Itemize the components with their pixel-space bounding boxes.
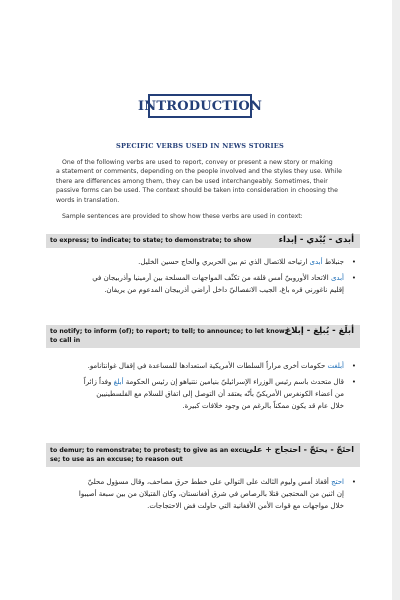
intro-line: One of the following verbs are used to report, convey or present a new story or making — [62, 159, 333, 166]
example-item — [50, 272, 356, 296]
page-title: INTRODUCTION — [137, 98, 263, 114]
example-item — [50, 476, 356, 512]
verb-english-line: to demur; to remonstrate; to protest; to give as an excu- — [50, 447, 250, 454]
verb-header-ihtajja — [46, 443, 360, 467]
examples-abda — [50, 256, 356, 300]
title-box — [137, 94, 263, 118]
verb-english-line: to notify; to inform (of); to report; to tell; to announce; to let know; — [50, 328, 288, 335]
example-item — [50, 256, 356, 268]
intro-paragraph — [56, 158, 356, 205]
verb-arabic: أبدى - يُبْدي - إبداء — [278, 235, 354, 245]
example-item — [50, 360, 356, 372]
example-line: قال متحدث باسم رئيس الوزراء الإسرائيليّ بنيامين نتنياهو إن رئيس الحكومة أبلغ وفداً زائراً — [83, 378, 344, 386]
bullet-icon: • — [351, 378, 356, 386]
verb-arabic: أبلَغ - يُبلِغ - إبلاغ — [285, 326, 354, 336]
intro-line: there are differences among them, they can be used interchangeably. Sometimes, their — [56, 177, 328, 185]
verb-english — [50, 236, 251, 245]
example-line: أبدى الاتحاد الأوروبيّ أمس قلقه من تكثّف المواجهات المسلحة بين أرمينيا وأذربيجان في — [92, 274, 344, 282]
intro-line: passive forms can be used. The context should be taken into consideration in choosing the — [56, 187, 338, 195]
example-line: إقليم ناغورني قره باغ، الجيب الانفصاليّ داخل أراضي أذربيجان المدعوم من يريفان. — [104, 286, 344, 294]
example-line: من أعضاء الكونغرس الأمريكيّ بأنّه يعتقد أن التوصل إلى اتفاق للسلام مع الفلسطينيين — [96, 390, 344, 398]
verb-english-line: to call in — [50, 337, 81, 344]
example-line: جنبلاط أبدى ارتياحه للاتصال الذي تم بين الحريري والحاج حسين الخليل. — [138, 258, 344, 266]
sample-paragraph — [56, 212, 356, 221]
bullet-icon: • — [351, 258, 356, 266]
bullet-icon: • — [351, 274, 356, 282]
section-subtitle: SPECIFIC VERBS USED IN NEWS STORIES — [116, 142, 284, 150]
verb-header-abda — [46, 234, 360, 248]
example-line: احتج أقغاذ أمس وليوم الثالث على التوالي على خطط حرق مصاحف، وقال مسؤول محليّ — [87, 478, 344, 486]
intro-line: a statement or comments, depending on the people involved and the styles they use. While — [56, 168, 342, 176]
intro-line: words in translation. — [56, 196, 120, 204]
verb-english-line: to express; to indicate; to state; to demonstrate; to show — [50, 237, 252, 244]
examples-ablagha — [50, 360, 356, 416]
page-edge — [392, 0, 400, 600]
example-line: إن اثنين من المحتجين قتلا بالرصاص في شرق أفغانستان، وكان القتيلان من بين سبعة أصيبوا — [78, 490, 344, 498]
example-line: أبلغت حكومات أخرى مراراً السلطات الأمريكية استعدادها للمساعدة في إقفال غوانتانامو. — [87, 362, 344, 370]
example-line: خلال عام قد يكون ممكناً بالرغم من وجود خلافات كبيرة. — [182, 402, 344, 410]
verb-english — [50, 446, 249, 464]
verb-english — [50, 327, 287, 345]
examples-ihtajja — [50, 476, 356, 516]
verb-arabic: احتَجّ - يحتَجّ - احتجاج + على — [245, 445, 354, 454]
example-item — [50, 376, 356, 412]
bullet-icon: • — [351, 362, 356, 370]
verb-header-ablagha — [46, 325, 360, 348]
bullet-icon: • — [351, 478, 356, 486]
sample-line: Sample sentences are provided to show how these verbs are used in context: — [62, 213, 303, 220]
example-line: خلال مواجهات مع قوات الأمن الأفغانية التي حاولت فض الاحتجاجات. — [147, 502, 344, 510]
verb-english-line: se; to use as an excuse; to reason out — [50, 456, 183, 463]
